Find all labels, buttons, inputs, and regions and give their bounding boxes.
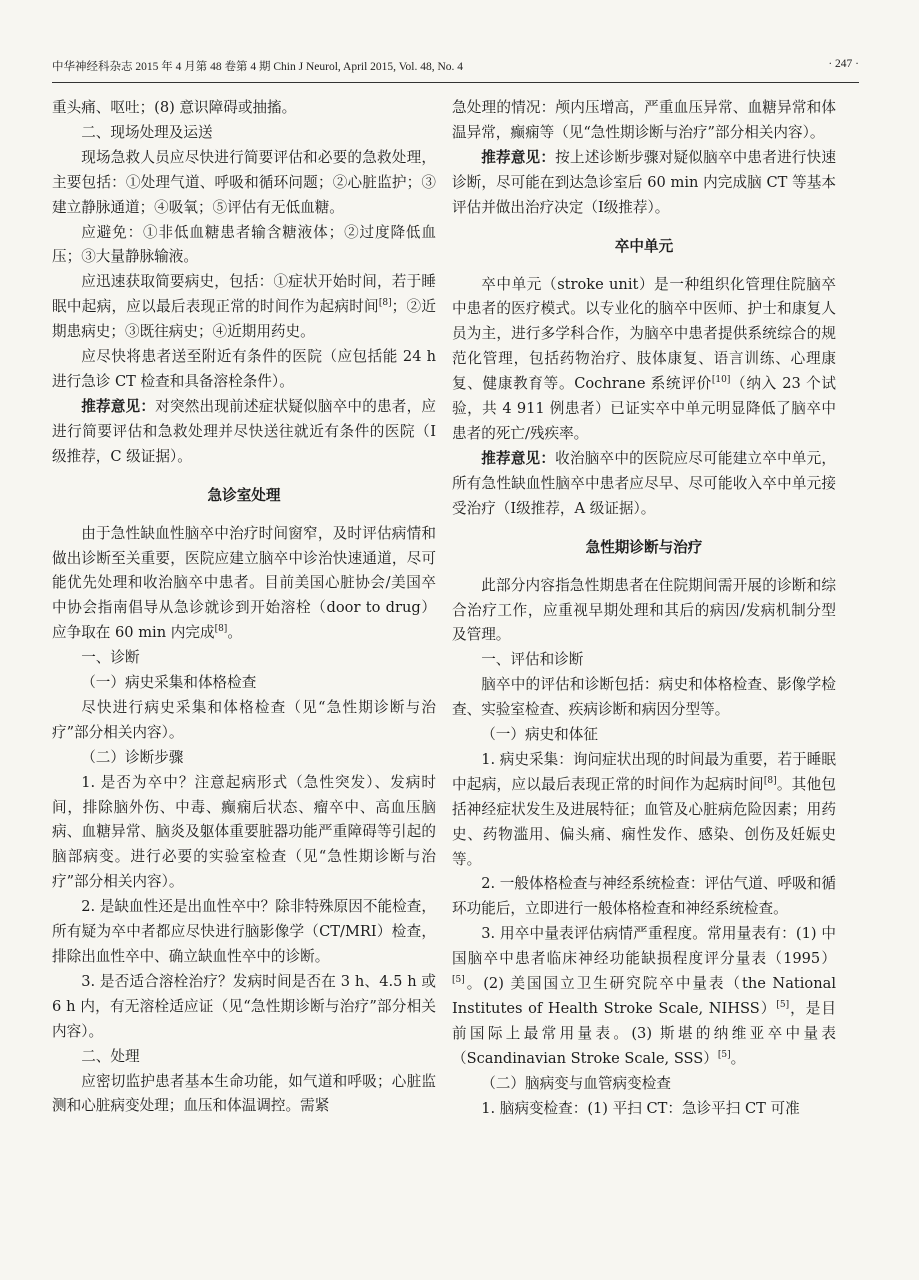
paragraph: 重头痛、呕吐；(8) 意识障碍或抽搐。 <box>52 99 297 116</box>
paragraph-text: ，是目前国际上最常用量表。(3) 斯堪的纳维亚卒中量表（Scandinavian Stroke Scale, SSS） <box>452 1000 836 1067</box>
section-title-acute: 急性期诊断与治疗 <box>585 538 703 556</box>
header-rule <box>52 82 859 83</box>
paragraph: 应密切监护患者基本生命功能，如气道和呼吸；心脏监测和心脏病变处理；血压和体温调控。需紧 <box>52 1072 436 1115</box>
section-title-er: 急诊室处理 <box>207 486 281 504</box>
citation-ref: [8] <box>378 298 392 309</box>
subheading: （二）脑病变与血管病变检查 <box>481 1074 671 1092</box>
paragraph <box>452 273 836 447</box>
paragraph: 现场急救人员应尽快进行简要评估和必要的急救处理，主要包括：①处理气道、呼吸和循环问题；②心脏监护；③建立静脉通道；④吸氧；⑤评估有无低血糖。 <box>52 148 436 216</box>
citation-ref: [5] <box>717 1049 731 1060</box>
citation-ref: [5] <box>452 975 465 986</box>
section-title-stroke-unit: 卒中单元 <box>614 237 674 255</box>
paragraph: 脑卒中的评估和诊断包括：病史和体格检查、影像学检查、实验室检查、疾病诊断和病因分型等。 <box>452 676 836 719</box>
journal-citation: 中华神经科杂志 2015 年 4 月第 48 卷第 4 期 Chin J Neurol, April 2015, Vol. 48, No. 4 <box>52 61 464 73</box>
paragraph: 应尽快将患者送至附近有条件的医院（应包括能 24 h 进行急诊 CT 检查和具备溶栓条件）。 <box>52 348 436 390</box>
recommendation <box>452 146 836 221</box>
page-number: · 247 · <box>828 58 859 70</box>
paragraph: 3. 是否适合溶栓治疗？发病时间是否在 3 h、4.5 h 或 6 h 内，有无溶栓适应证（见“急性期诊断与治疗”部分相关内容）。 <box>52 972 436 1040</box>
paragraph-text: 3. 用卒中量表评估病情严重程度。常用量表有：(1) 中国脑卒中患者临床神经功能缺损程度评分量表（1995） <box>452 925 836 968</box>
subheading: （一）病史采集和体格检查 <box>81 674 257 692</box>
paragraph: 2. 是缺血性还是出血性卒中？除非特殊原因不能检查，所有疑为卒中者都应尽快进行脑影像学（CT/MRI）检查，排除出血性卒中、确立缺血性卒中的诊断。 <box>52 898 436 965</box>
paragraph-text: 。(2) 美国国立卫生研究院卒中量表（the National Institutes of Health Stroke Scale, NIHSS） <box>452 975 836 1017</box>
paragraph: 急处理的情况：颅内压增高，严重血压异常、血糖异常和体温异常，癫痫等（见“急性期诊断与治疗”部分相关内容）。 <box>452 99 836 141</box>
subheading: 一、评估和诊断 <box>481 651 584 669</box>
recommendation-text: 按上述诊断步骤对疑似脑卒中患者进行快速诊断，尽可能在到达急诊室后 60 min 内完成脑 CT 等基本评估并做出治疗决定（Ⅰ级推荐）。 <box>452 148 836 216</box>
recommendation-label: 推荐意见： <box>81 397 156 415</box>
paragraph: 1. 是否为卒中？注意起病形式（急性突发）、发病时间，排除脑外伤、中毒、癫痫后状态、瘤卒中、高血压脑病、血糖异常、脑炎及躯体重要脏器功能严重障碍等引起的脑部病变。进行必要的实验室检查（见“急性期诊断与治疗”部分相关内容）。 <box>52 773 436 891</box>
recommendation-label: 推荐意见： <box>481 148 556 166</box>
subheading: （一）病史和体征 <box>481 726 598 744</box>
paragraph-text: 。 <box>227 624 242 642</box>
subheading: 二、处理 <box>81 1047 140 1065</box>
paragraph: 2. 一般体格检查与神经系统检查：评估气道、呼吸和循环功能后，立即进行一般体格检查和神经系统检查。 <box>452 875 836 918</box>
left-column <box>52 96 436 1119</box>
recommendation <box>52 395 436 470</box>
citation-ref: [8] <box>763 775 777 786</box>
citation-ref: [10] <box>711 375 731 386</box>
paragraph-text: 应迅速获取简要病史，包括：①症状开始时间，若于睡眠中起病，应以最后表现正常的时间作为起病时间 <box>52 273 436 316</box>
paragraph-text: 由于急性缺血性脑卒中治疗时间窗窄，及时评估病情和做出诊断至关重要，医院应建立脑卒中诊治快速通道，尽可能优先处理和收治脑卒中患者。目前美国心脏协会/美国卒中协会指南倡导从急诊就诊到开始溶栓（door to drug）应争取在 60 min 内完成 <box>52 524 436 642</box>
recommendation-text: 对突然出现前述症状疑似脑卒中的患者，应进行简要评估和急救处理并尽快送往就近有条件的医院（Ⅰ级推荐，C 级证据）。 <box>52 397 436 465</box>
paragraph: 1. 脑病变检查：(1) 平扫 CT：急诊平扫 CT 可准 <box>481 1099 800 1117</box>
paragraph <box>52 522 436 647</box>
recommendation-text: 收治脑卒中的医院应尽可能建立卒中单元，所有急性缺血性脑卒中患者应尽早、尽可能收入卒中单元接受治疗（Ⅰ级推荐，A 级证据）。 <box>452 449 836 517</box>
paragraph <box>452 748 836 873</box>
recommendation-label: 推荐意见： <box>481 449 556 467</box>
right-column <box>452 96 836 1122</box>
paragraph-text: （纳入 23 个试验，共 4 911 例患者）已证实卒中单元明显降低了脑卒中患者的死亡/残疾率。 <box>452 375 836 442</box>
subheading: 一、诊断 <box>81 649 140 667</box>
paragraph: 此部分内容指急性期患者在住院期间需开展的诊断和综合治疗工作，应重视早期处理和其后的病因/发病机制分型及管理。 <box>452 576 836 644</box>
citation-ref: [5] <box>776 1000 790 1011</box>
paragraph <box>52 270 436 345</box>
paragraph-text: ；②近期患病史；③既往病史；④近期用药史。 <box>52 298 436 341</box>
subheading: （二）诊断步骤 <box>81 748 184 766</box>
running-header <box>52 58 859 74</box>
paragraph-text: 。其他包括神经症状发生及进展特征；血管及心脏病危险因素；用药史、药物滥用、偏头痛、痫性发作、感染、创伤及妊娠史等。 <box>452 775 836 868</box>
recommendation <box>452 447 836 522</box>
paragraph-text: 。 <box>730 1049 746 1067</box>
citation-ref: [8] <box>214 624 228 635</box>
paragraph: 应避免：①非低血糖患者输含糖液体；②过度降低血压；③大量静脉输液。 <box>52 223 436 266</box>
section-heading: 二、现场处理及运送 <box>81 123 213 141</box>
paragraph-text: 1. 病史采集：询问症状出现的时间最为重要，若于睡眠中起病，应以最后表现正常的时间作为起病时间 <box>452 750 836 793</box>
paragraph <box>452 922 836 1071</box>
paragraph: 尽快进行病史采集和体格检查（见“急性期诊断与治疗”部分相关内容）。 <box>52 698 436 741</box>
paragraph-text: 卒中单元（stroke unit）是一种组织化管理住院脑卒中患者的医疗模式。以专业化的脑卒中医师、护士和康复人员为主，进行多学科合作，为脑卒中患者提供系统综合的规范化管理，包括药物治疗、肢体康复、语言训练、心理康复、健康教育等。Cochrane 系统评价 <box>452 275 836 393</box>
